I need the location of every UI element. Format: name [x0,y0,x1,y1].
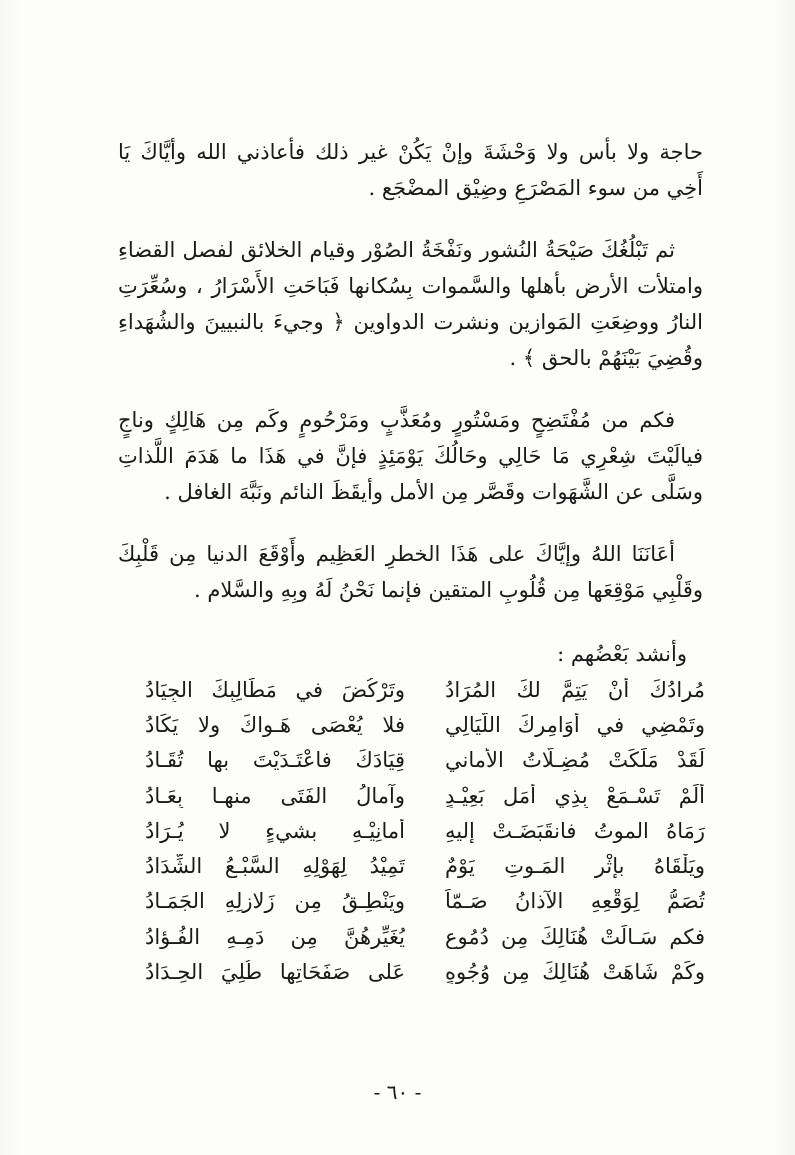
verse [145,672,705,707]
paragraph: ثم تَبْلُغُكَ صَيْحَةُ النُشور ونَفْخَةُ الصُوْر وقيام الخلائق لفصل القضاءِ وامتلأت الأرض بأهلها والسَّموات بِسُكانها فَبَاحَتِ الأَسْرَارُ ، وسُعِّرَتِ النارُ ووضِعَتِ المَوازين ونشرت الدواوين ﴿ وجيءَ بالنبيينَ والشُهَداءِ وقُضِيَ بَيْنَهُمْ بالحق ﴾ . [118,238,703,370]
verse [145,743,705,778]
paragraph: أعَانَنَا اللهُ وإيَّاكَ على هَذَا الخطرِ العَظِيم وأَوْقَعَ الدنيا مِن قَلْبِكَ وقَلْبِي مَوْقِعَها مِن قُلُوبِ المتقين فإنما نَحْنُ لَهُ وبِهِ والسَّلام . [118,542,703,602]
verse [145,954,705,989]
verse [145,778,705,813]
verse-second-hemistich: يُغَيِّرهُنَّ مِن دَمِـهِ الفُـؤادُ [145,924,405,949]
verse [145,848,705,883]
verse-first-hemistich: ويَلْقَاهُ بإثْرِ المَـوتِ يَوْمٌ [445,854,705,879]
verse-first-hemistich: لَقَدْ مَلَكَتْ مُضِـلَّاتُ الأماني [445,748,705,773]
verse-first-hemistich: تُصَمُّ لِوَقْعِهِ الآذانُ صَـمّاً [445,889,705,914]
verse-second-hemistich: تَمِيْدُ لِهَوْلِهِ السَّبْـعُ الشِّدَادُ [145,854,405,879]
verse-second-hemistich: قِيَادَكَ فاعْتَـدَيْتَ بها تُقَـادُ [145,748,405,773]
verse-second-hemistich: ويَنْطِـقُ مِن زَلازِلِهِ الجَمَـادُ [145,889,405,914]
poem [145,672,705,990]
verse [145,884,705,919]
verse-first-hemistich: أَلَمْ تَسْـمَعْ بِذِي أَمَلٍ بَعِيْـدٍ [445,783,705,808]
verse-first-hemistich: وكَمْ شَاهَتْ هُنَالِكَ مِن وُجُوهٍ [445,960,705,985]
paragraph: فكم من مُفْتَضِحٍ ومَسْتُورٍ ومُعَذَّبٍ ومَرْحُومٍ وكَم مِن هَالِكٍ وناجٍ فيالَيْتَ شِعْرِي مَا حَالِي وحَالُكَ يَوْمَئِذٍ فإنَّ في هَذَا ما هَدَمَ اللَّذاتِ وسَلَّى عن الشَّهَوات وقَصَّر مِن الأمل وأيقَظَ النائم ونَبَّهَ الغافل . [118,408,703,504]
verse-second-hemistich: عَلى صَفَحَاتِها طُلِيَ الحِـدَادُ [145,960,405,985]
verse-first-hemistich: رَمَاهُ الموتُ فانقَبَضَـتْ إليهِ [445,818,705,843]
verse [145,707,705,742]
page-number: - ٦٠ - [373,1080,422,1104]
verse-first-hemistich: مُرادُكَ أنْ يَتِمَّ لكَ المُرَادُ [445,677,705,702]
verse-first-hemistich: وتَمْضِي في أوَامِرِكَ اللَّيَالِي [445,712,705,737]
verse-second-hemistich: فلا يُعْصَى هَـواكَ ولا يَكَادُ [145,712,405,737]
verse [145,813,705,848]
verse-second-hemistich: وتَرْكُضَ في مَطَالِبِكَ الجِيَادُ [145,677,405,702]
prose-body [118,134,703,634]
verse-second-hemistich: أمانِيْـهِ بشيءٍ لا يُـرَادُ [145,818,405,843]
verse-second-hemistich: وآمالُ الفَتَى منهـا بِعَـادُ [145,783,405,808]
paragraph: حاجة ولا بأس ولا وَحْشَةَ وإنْ يَكُنْ غير ذلك فأعاذني الله وأيَّاكَ يَا أَخِي من سوء المَصْرَعِ وضِيْق المضْجَع . [118,140,703,200]
verse [145,919,705,954]
verse-first-hemistich: فكم سَـالَتْ هُنَالِكَ مِن دُمُوعٍ [445,924,705,949]
poem-intro: وأنشد بَعْضُهم : [557,642,687,666]
